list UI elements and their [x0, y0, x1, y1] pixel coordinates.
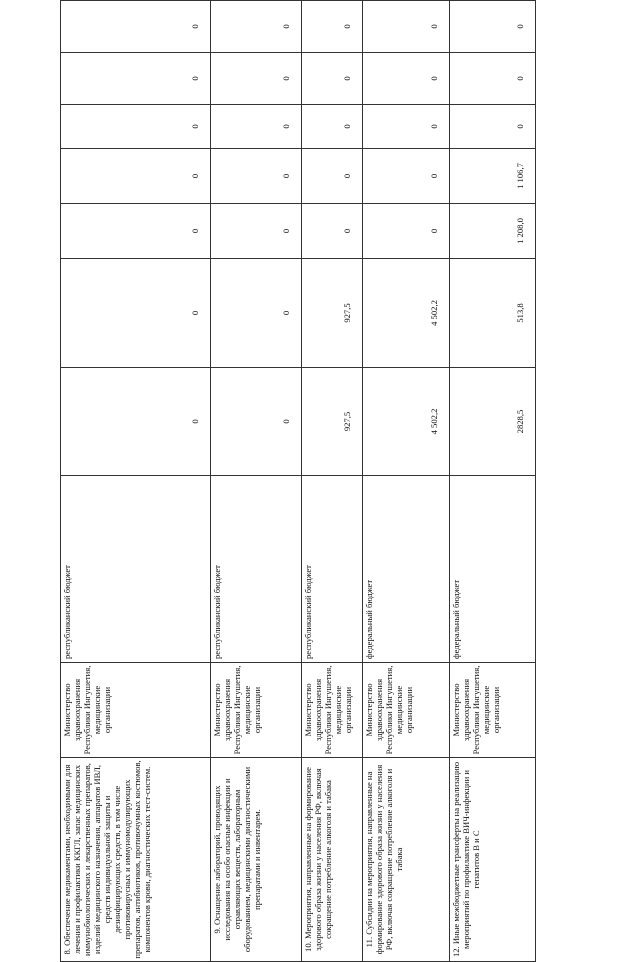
funding-source-cell: республиканский бюджет [301, 476, 363, 663]
amount-cell: 0 [211, 368, 301, 476]
rotated-table-container [60, 0, 536, 962]
amount-cell: 0 [61, 1, 211, 53]
budget-table [60, 0, 536, 962]
funding-source-cell: федеральный бюджет [363, 476, 449, 663]
amount-cell: 0 [211, 149, 301, 204]
amount-cell: 0 [449, 105, 535, 149]
table-row [363, 0, 449, 962]
measure-description-cell: 11. Субсидии на мероприятия, направленные на формирование здорового образа жизни у населения РФ, включая сокращение потребление алкоголя и табака [363, 758, 449, 962]
measure-description-cell: 12. Иные межбюджетные трансферты на реализацию мероприятий по профилактике ВИЧ-инфекции и гепатитов В и С [449, 758, 535, 962]
amount-cell: 513,8 [449, 259, 535, 368]
responsible-executor-cell: Министерство здравоохранения Республики Ингушетия, медицинские организации [449, 663, 535, 758]
amount-cell: 0 [363, 204, 449, 259]
table-row [211, 0, 301, 962]
amount-cell: 4 502,2 [363, 368, 449, 476]
amount-cell: 0 [211, 53, 301, 105]
amount-cell: 0 [449, 1, 535, 53]
amount-cell: 0 [211, 259, 301, 368]
amount-cell: 0 [301, 105, 363, 149]
amount-cell: 0 [363, 149, 449, 204]
amount-cell: 2828,5 [449, 368, 535, 476]
amount-cell: 4 502,2 [363, 259, 449, 368]
amount-cell [449, 0, 535, 1]
funding-source-cell: федеральный бюджет [449, 476, 535, 663]
amount-cell: 927,5 [301, 259, 363, 368]
funding-source-cell: республиканский бюджет [211, 476, 301, 663]
amount-cell: 0 [301, 149, 363, 204]
amount-cell: 0 [211, 204, 301, 259]
measure-description-cell: 10. Мероприятия, направленные на формирование здорового образа жизни у населения РФ, включая сокращение потребление алкоголя и табака [301, 758, 363, 962]
amount-cell: 0 [301, 204, 363, 259]
amount-cell: 0 [61, 149, 211, 204]
amount-cell: 0 [61, 53, 211, 105]
measure-description-cell: 9. Оснащение лабораторий, проводящих исследования на особо опасные инфекции и отравляющих веществ, лабораторным оборудованием, медицинскими диагностическими препаратами и инвентарем. [211, 758, 301, 962]
amount-cell: 0 [363, 105, 449, 149]
amount-cell: 0 [61, 259, 211, 368]
amount-cell: 0 [301, 53, 363, 105]
amount-cell: 0 [363, 1, 449, 53]
measure-description-cell: 8. Обеспечение медикаментами, необходимыми для лечения и профилактики ККГЛ, запас медицинских иммунобиологических и лекарственных препаратов, изделий медицинского назначения, аппаратов ИВЛ, средств индивидуальной защиты и дезинфицирующих средств, в том числе противовирусных и иммуномодулирующих препаратов, антибиотиков, противочумных костюмов, компонентов крови, диагностических тест-систем. [61, 758, 211, 962]
amount-cell: 0 [449, 53, 535, 105]
amount-cell: 0 [61, 105, 211, 149]
amount-cell: 0 [61, 368, 211, 476]
amount-cell: 1 106,7 [449, 149, 535, 204]
amount-cell: 0 [363, 53, 449, 105]
responsible-executor-cell: Министерство здравоохранения Республики Ингушетия, медицинские организации [61, 663, 211, 758]
amount-cell: 0 [211, 1, 301, 53]
amount-cell: 927,5 [301, 368, 363, 476]
table-row [61, 0, 211, 962]
amount-cell [301, 0, 363, 1]
amount-cell [61, 0, 211, 1]
amount-cell [363, 0, 449, 1]
funding-source-cell: республиканский бюджет [61, 476, 211, 663]
amount-cell: 1 208,0 [449, 204, 535, 259]
responsible-executor-cell: Министерство здравоохранения Республики Ингушетия, медицинские организации [301, 663, 363, 758]
amount-cell: 0 [211, 105, 301, 149]
amount-cell: 0 [61, 204, 211, 259]
table-row [301, 0, 363, 962]
table-body [61, 0, 536, 962]
amount-cell [211, 0, 301, 1]
responsible-executor-cell: Министерство здравоохранения Республики Ингушетия, медицинские организации [211, 663, 301, 758]
table-row [449, 0, 535, 962]
responsible-executor-cell: Министерство здравоохранения Республики Ингушетия, медицинские организации [363, 663, 449, 758]
amount-cell: 0 [301, 1, 363, 53]
